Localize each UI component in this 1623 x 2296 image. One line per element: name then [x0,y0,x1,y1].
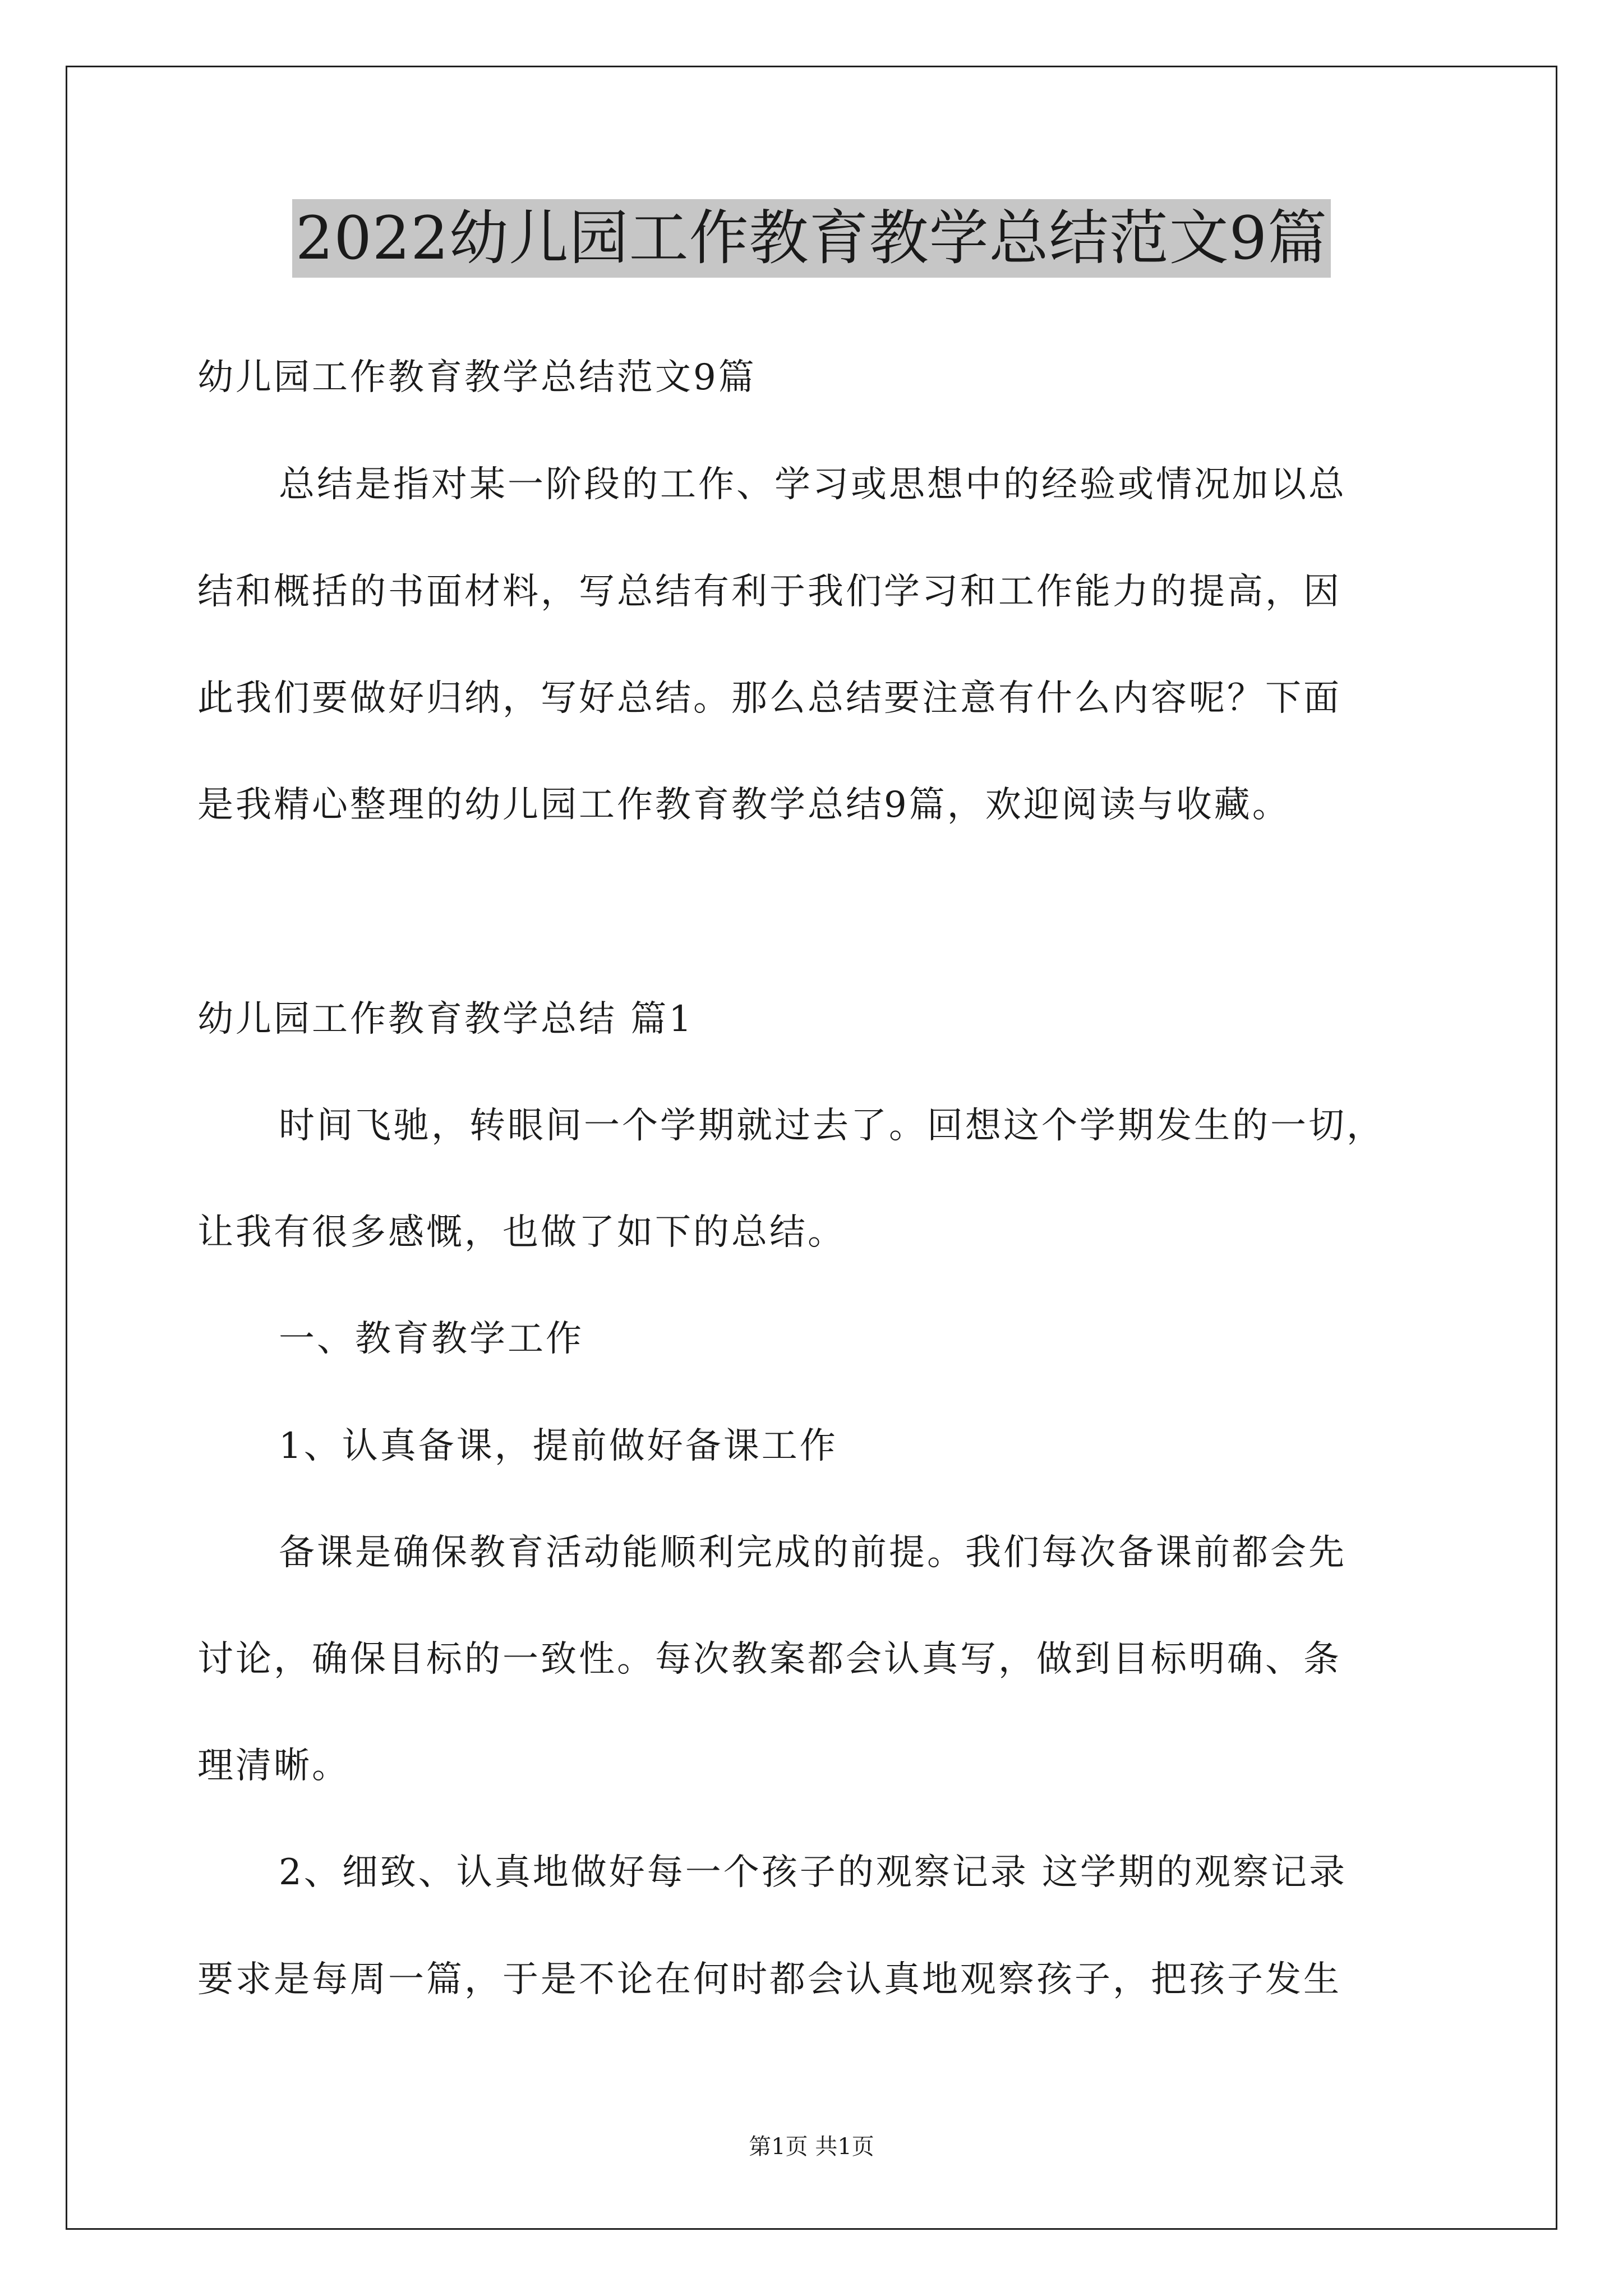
intro-line-2: 结和概括的书面材料，写总结有利于我们学习和工作能力的提高，因 [197,571,1341,613]
page-footer: 第1页 共1页 [749,2134,874,2160]
body-line-4: 1、认真备课，提前做好备课工作 [279,1425,838,1467]
body-line-2: 让我有很多感慨，也做了如下的总结。 [197,1212,846,1253]
body-line-9: 要求是每周一篇，于是不论在何时都会认真地观察孩子，把孩子发生 [197,1959,1341,2000]
document-subtitle: 幼儿园工作教育教学总结范文9篇 [197,357,757,398]
intro-line-4: 是我精心整理的幼儿园工作教育教学总结9篇，欢迎阅读与收藏。 [197,784,1290,826]
body-line-7: 理清晰。 [197,1745,350,1787]
intro-line-1: 总结是指对某一阶段的工作、学习或思想中的经验或情况加以总 [279,464,1347,505]
body-line-6: 讨论，确保目标的一致性。每次教案都会认真写，做到目标明确、条 [197,1639,1341,1680]
body-line-1: 时间飞驰，转眼间一个学期就过去了。回想这个学期发生的一切， [279,1105,1385,1147]
section-heading: 幼儿园工作教育教学总结 篇1 [197,999,694,1040]
document-title: 2022幼儿园工作教育教学总结范文9篇 [292,199,1331,278]
title-container [0,199,1623,278]
body-line-8: 2、细致、认真地做好每一个孩子的观察记录 这学期的观察记录 [279,1852,1348,1893]
body-line-3: 一、教育教学工作 [279,1318,584,1360]
body-line-5: 备课是确保教育活动能顺利完成的前提。我们每次备课前都会先 [279,1532,1347,1573]
intro-line-3: 此我们要做好归纳，写好总结。那么总结要注意有什么内容呢？下面 [197,678,1341,719]
